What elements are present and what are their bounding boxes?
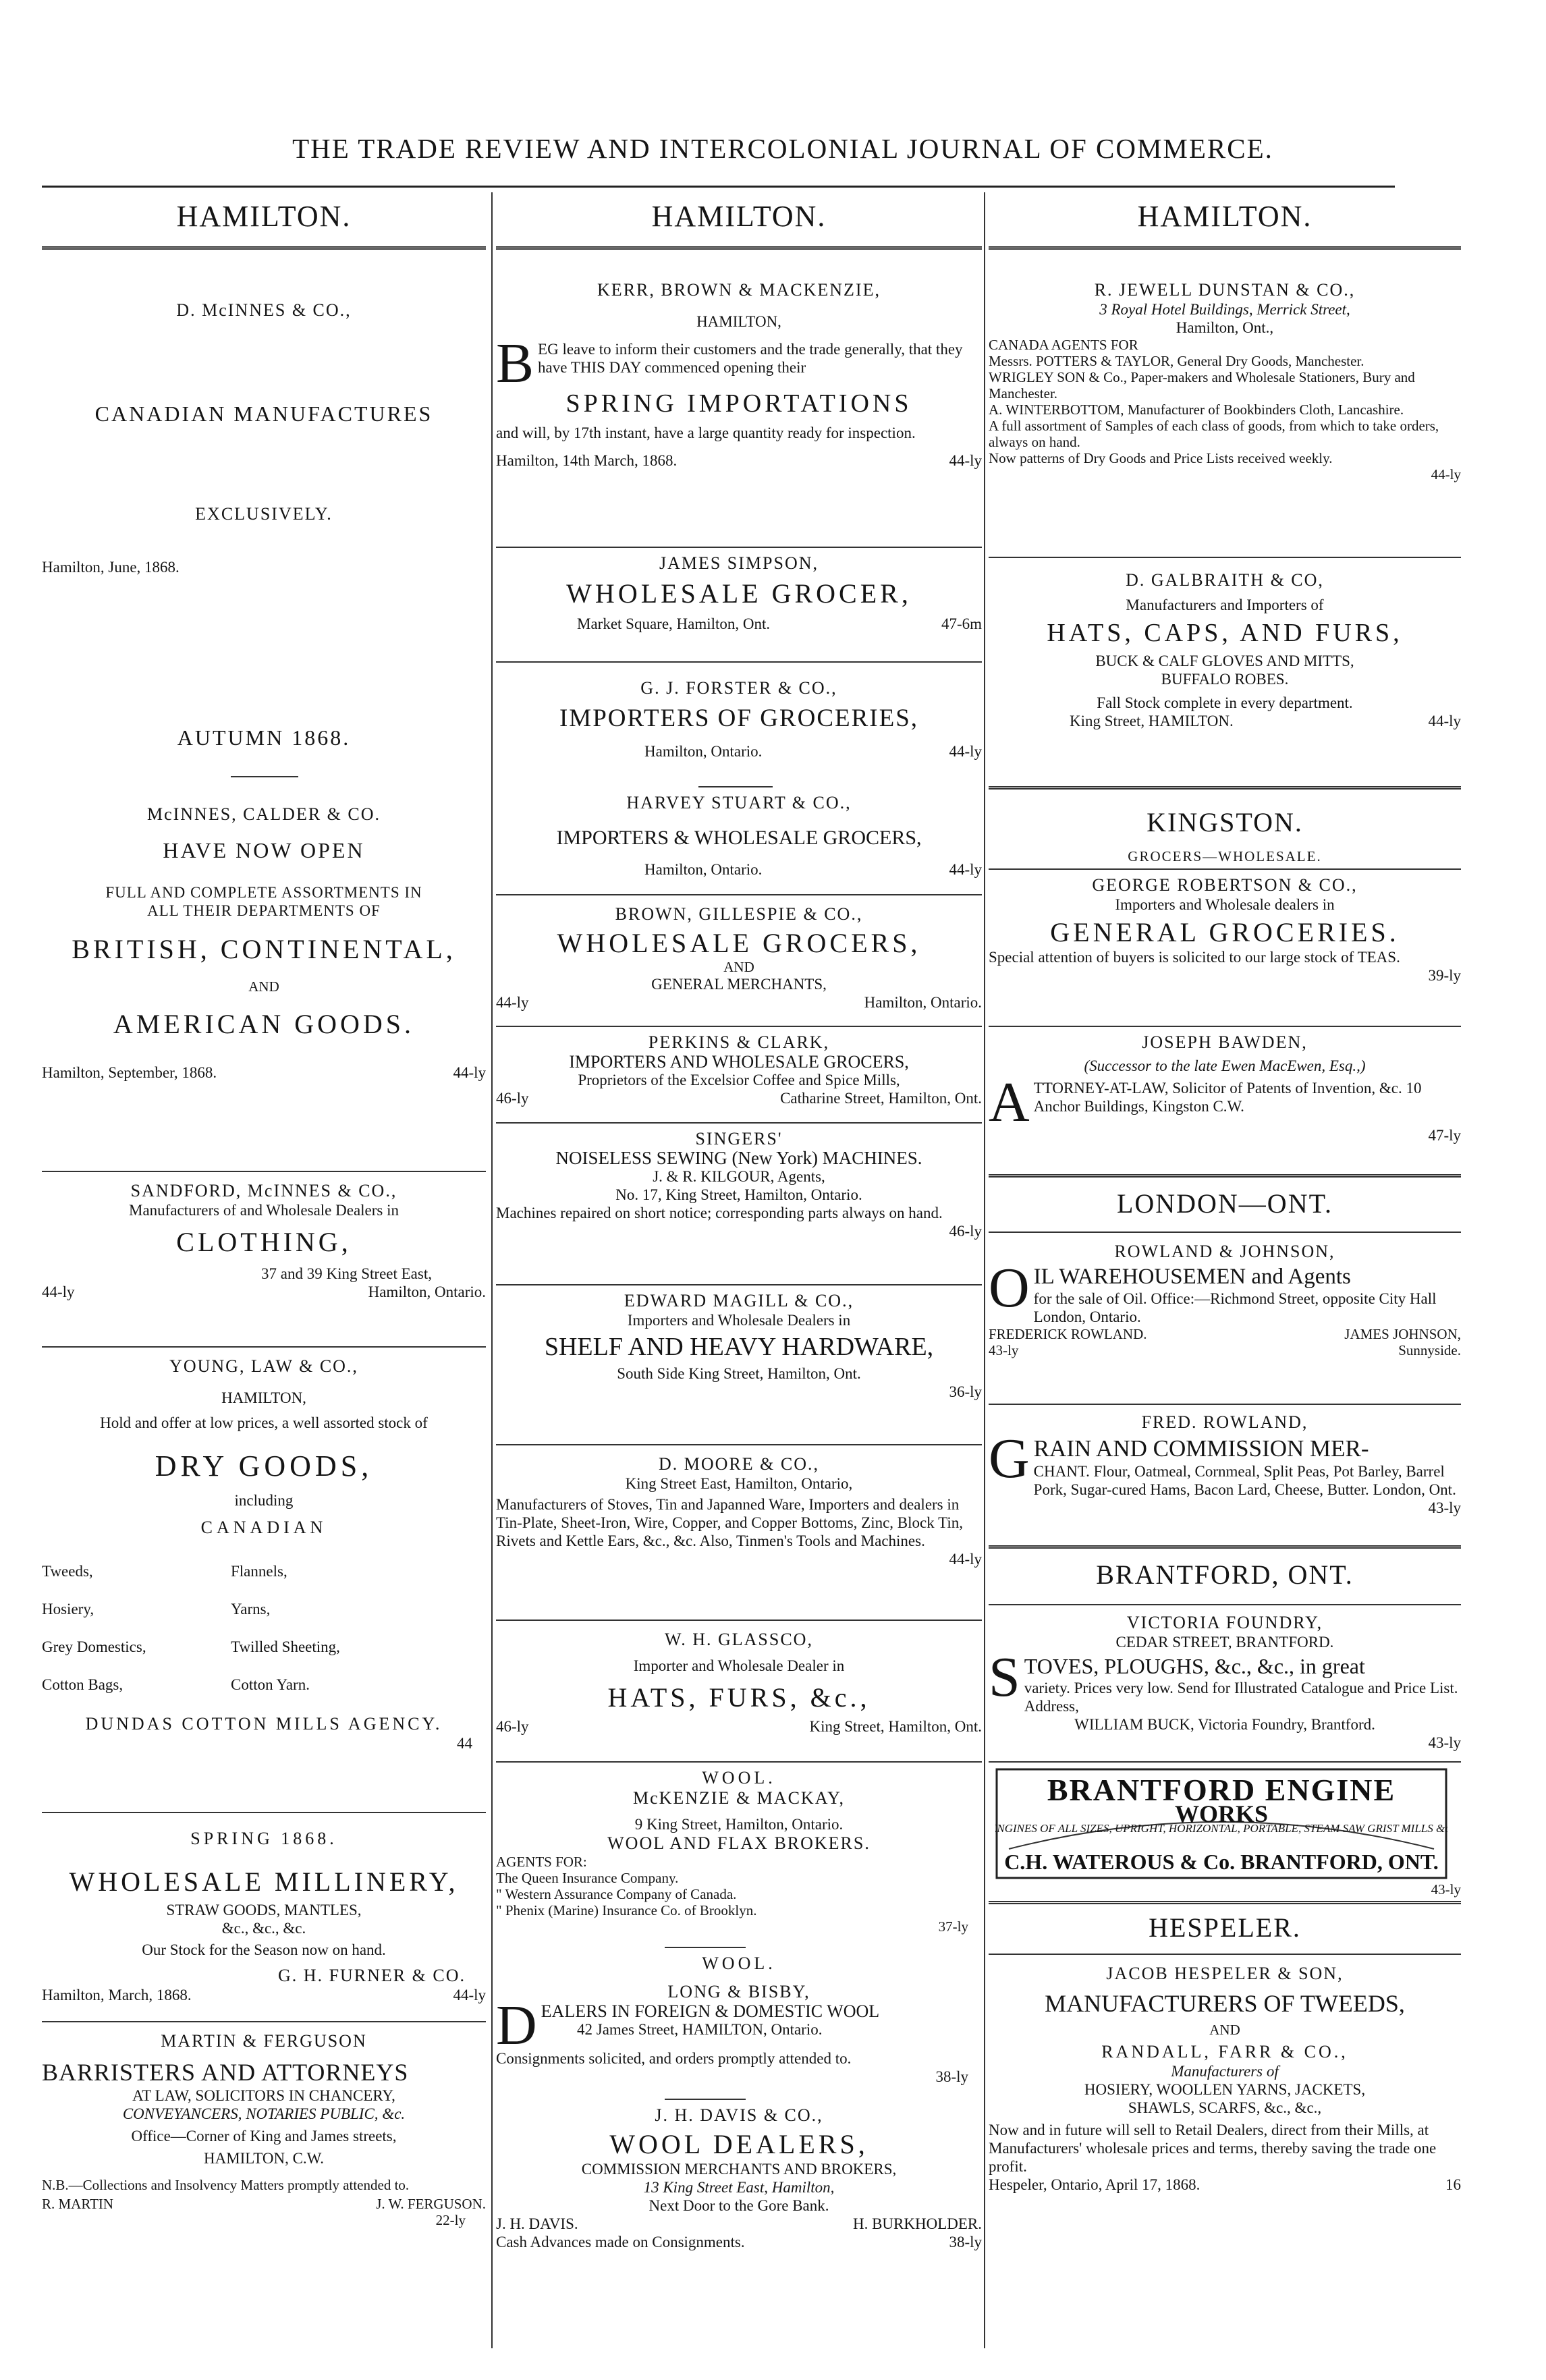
- double-rule: [496, 246, 982, 254]
- ad-bawden: JOSEPH BAWDEN, (Successor to the late Ewen MacEwen, Esq.,) ATTORNEY-AT-LAW, Solicitor of Patents of Invention, &c. 10 Anchor Buildings, Kingston C.W. 47-ly: [989, 1032, 1461, 1144]
- logo-words: ENGINES OF ALL SIZES, UPRIGHT, HORIZONTAL, PORTABLE, STEAM SAW GRIST MILLS &c.: [995, 1822, 1447, 1835]
- firm-name: EDWARD MAGILL & CO.,: [624, 1291, 854, 1310]
- ad-calder: AUTUMN 1868. McINNES, CALDER & CO. HAVE NOW OPEN FULL AND COMPLETE ASSORTMENTS IN ALL THEIR DEPARTMENTS OF BRITISH, CONTINENTAL, AND AMERICAN GOODS. Hamilton, September, 1868. 44-ly: [42, 725, 486, 1081]
- firm-name: G. J. FORSTER & CO.,: [640, 678, 837, 698]
- ad-ref: 38-ly: [935, 2068, 968, 2085]
- firm-name: MARTIN & FERGUSON: [161, 2031, 367, 2051]
- drop-cap: S: [989, 1646, 1020, 1709]
- ad-title: CANADIAN MANUFACTURES: [94, 402, 433, 426]
- ad-title: SPRING IMPORTATIONS: [565, 389, 912, 418]
- ad-simpson: JAMES SIMPSON, WHOLESALE GROCER, Market Square, Hamilton, Ont. 47-6m: [496, 553, 982, 633]
- ad-young: YOUNG, LAW & CO., HAMILTON, Hold and offer at low prices, a well assorted stock of DRY GOODS, including CANADIAN Tweeds, Flannels, Hosiery, Yarns, Grey Domestics, Twilled Sheeting, Cotton Bags, Cotton Yarn. DUNDAS COTTON MILLS AGENCY. 44: [42, 1356, 486, 1752]
- ad-ref: 44: [457, 1735, 472, 1752]
- ad-dunstan: R. JEWELL DUNSTAN & CO., 3 Royal Hotel Buildings, Merrick Street, Hamilton, Ont., CANADA AGENTS FOR Messrs. POTTERS & TAYLOR, General Dry Goods, Manchester. WRIGLEY SON & Co., Paper-makers and Wholesale Stationers, Bury and Manchester. A. WINTERBOTTOM, Manufacturer of Bookbinders Cloth, Lancashire. A full assortment of Samples of each class of goods, from which to take orders, always on hand. Now patterns of Dry Goods and Price Lists received weekly. 44-ly: [989, 280, 1461, 482]
- ad-ref: 43-ly: [989, 1342, 1019, 1358]
- ad-ref: 44-ly: [949, 861, 982, 878]
- ad-title: SHELF AND HEAVY HARDWARE,: [544, 1333, 934, 1361]
- ad-subtitle: EXCLUSIVELY.: [195, 504, 333, 524]
- firm-name: J. H. DAVIS & CO.,: [655, 2105, 823, 2125]
- section-heading: KINGSTON.: [1147, 807, 1303, 837]
- ad-ref: 44-ly: [1431, 466, 1461, 482]
- firm-name: D. MOORE & CO.,: [658, 1454, 819, 1474]
- section-heading: HAMILTON.: [176, 200, 352, 233]
- column-divider: [984, 192, 985, 2348]
- ad-title: WHOLESALE GROCERS,: [557, 928, 921, 958]
- ad-ref: 16: [1445, 2176, 1461, 2193]
- section-heading: HAMILTON.: [651, 200, 827, 233]
- ad-brown-gillespie: BROWN, GILLESPIE & CO., WHOLESALE GROCERS, AND GENERAL MERCHANTS, 44-ly Hamilton, Ontario.: [496, 904, 982, 1011]
- ad-mckenzie: WOOL. McKENZIE & MACKAY, 9 King Street, Hamilton, Ontario. WOOL AND FLAX BROKERS. AGENTS FOR: The Queen Insurance Company. " Western Assurance Company of Canada. " Phenix (Marine) Insurance Co. of Brooklyn. 37-ly: [496, 1768, 982, 1935]
- ad-glassco: W. H. GLASSCO, Importer and Wholesale Dealer in HATS, FURS, &c., 46-ly King Street, Hamilton, Ont.: [496, 1630, 982, 1735]
- firm-name: SINGERS': [695, 1129, 783, 1149]
- ad-ref: 44-ly: [453, 1987, 486, 2003]
- logo-bottom-text: C.H. WATEROUS & Co. BRANTFORD, ONT.: [1004, 1850, 1439, 1874]
- ad-title: DRY GOODS,: [155, 1449, 373, 1483]
- ad-title: IMPORTERS OF GROCERIES,: [559, 704, 919, 732]
- ad-title: MANUFACTURERS OF TWEEDS,: [1045, 1990, 1405, 2017]
- firm-name: BROWN, GILLESPIE & CO.,: [615, 904, 863, 924]
- ad-title: NOISELESS SEWING (New York) MACHINES.: [555, 1148, 922, 1168]
- drop-cap: O: [989, 1256, 1030, 1319]
- ad-title: IL WAREHOUSEMEN and Agents: [1033, 1265, 1351, 1289]
- column-3: HAMILTON. R. JEWELL DUNSTAN & CO., 3 Royal Hotel Buildings, Merrick Street, Hamilton, Ont., CANADA AGENTS FOR Messrs. POTTERS & TAYLOR, General Dry Goods, Manchester. WRIGLEY SON & Co., Paper-makers and Wholesale Stationers, Bury and Manchester. A. WINTERBOTTOM, Manufacturer of Bookbinders Cloth, Lancashire. A full assortment of Samples of each class of goods, from which to take orders, always on hand. Now patterns of Dry Goods and Price Lists received weekly. 44-ly D. GALBRAITH & CO, Manufacturers and Importers of HATS, CAPS, AND FURS, BUCK & CALF GLOVES AND MITTS, BUFFALO ROBES. Fall Stock complete in every department. King Street, HAMILTON. 44-ly KINGSTON. GROCERS—WHOLESALE. GEORGE ROBERTSON & CO., Importers and Wholesale dealers in GENERAL GROCERIES. Special attention of buyers is solicited to our large stock of TEAS. 39-ly JOSEPH BAWDEN, (Successor to the late Ewen MacEwen, Esq.,) ATTORNEY-AT-LAW, Solicitor of Patents of Invention, &c. 10 Anchor Buildings, Kingston C.W. 47-ly LONDON—ONT. ROWLAND & JOHNSON, OIL WAREHOUSEMEN and Agents for the sale of Oil. Office:—Richmond Street, opposite City Hall London, Ontario. FREDERICK ROWLAND. JAMES JOHNSON, 43-ly Sunnyside. FRED. ROWLAND, GRAIN AND COMMISSION MER- CHANT. Flour, Oatmeal, Cornmeal, Split Peas, Pot Barley, Barrel Pork, Sugar-cured Hams, Bacon Lard, Cheese, Butter. London, Ont. 43-ly BRANTFORD, ONT. VICTORIA FOUNDRY, CEDAR STREET, BRANTFORD. STOVES, PLOUGHS, &c., &c., in great variety. Prices very low. Send for Illustrated Catalogue and Price List. Address, WILLIAM BUCK, Victoria Foundry, Brantford. 43-ly BRANTFORD ENGINE ENGINES OF ALL SIZES, UPRIGHT, HORIZONTAL, PORTABLE, STEAM SAW GRIST MILLS &c. WORKS C.H. WATEROUS & Co. BRANTFORD, ONT. 43-ly HESPELER. JACOB HESPELER & SON, MANUFACTURERS OF TWEEDS, AND RANDALL, FARR & CO., Manufacturers of HOSIERY, WOOLLEN YARNS, JACKETS, SHAWLS, SCARFS, &c., &c., Now and in future will sell to Retail Dealers, direct from their Mills, at Manufacturers' wholesale prices and terms, thereby saving the trade one profit. Hespeler, Ontario, April 17, 1868. 16: [989, 200, 1461, 2193]
- ad-title: RAIN AND COMMISSION MER-: [1033, 1435, 1369, 1462]
- ad-robertson: GEORGE ROBERTSON & CO., Importers and Wholesale dealers in GENERAL GROCERIES. Special attention of buyers is solicited to our large stock of TEAS. 39-ly: [989, 875, 1461, 984]
- firm-name: HARVEY STUART & CO.,: [626, 793, 852, 812]
- ad-date: Hespeler, Ontario, April 17, 1868.: [989, 2176, 1200, 2193]
- ad-ref: 44-ly: [949, 452, 982, 469]
- drop-cap: A: [989, 1071, 1030, 1134]
- section-heading: HAMILTON.: [1137, 200, 1313, 233]
- ad-fred-rowland: FRED. ROWLAND, GRAIN AND COMMISSION MER- CHANT. Flour, Oatmeal, Cornmeal, Split Peas, Pot Barley, Barrel Pork, Sugar-cured Hams, Bacon Lard, Cheese, Butter. London, Ont. 43-ly: [989, 1412, 1461, 1516]
- ad-ref: 46-ly: [496, 1718, 529, 1735]
- ad-ref: 47-ly: [1428, 1127, 1461, 1144]
- ad-victoria-foundry: VICTORIA FOUNDRY, CEDAR STREET, BRANTFORD. STOVES, PLOUGHS, &c., &c., in great variety. Prices very low. Send for Illustrated Catalogue and Price List. Address, WILLIAM BUCK, Victoria Foundry, Brantford. 43-ly: [989, 1613, 1461, 1751]
- firm-name: ROWLAND & JOHNSON,: [1114, 1242, 1335, 1261]
- firm-name: McKENZIE & MACKAY,: [632, 1788, 846, 1808]
- ad-ref: 36-ly: [949, 1383, 982, 1400]
- firm-name: JOSEPH BAWDEN,: [1142, 1032, 1308, 1052]
- firm-name: W. H. GLASSCO,: [665, 1630, 813, 1649]
- ad-title: HATS, CAPS, AND FURS,: [1047, 619, 1403, 647]
- ad-title: BRITISH, CONTINENTAL,: [72, 934, 456, 964]
- ad-title: BARRISTERS AND ATTORNEYS: [42, 2059, 409, 2086]
- firm-name: VICTORIA FOUNDRY,: [1126, 1613, 1323, 1632]
- ad-ref: 44-ly: [453, 1064, 486, 1081]
- ad-title: HAVE NOW OPEN: [163, 838, 365, 862]
- waterous-logo-art: [995, 1768, 1447, 1879]
- firm-name: JAMES SIMPSON,: [659, 553, 819, 573]
- ad-galbraith: D. GALBRAITH & CO, Manufacturers and Importers of HATS, CAPS, AND FURS, BUCK & CALF GLOVES AND MITTS, BUFFALO ROBES. Fall Stock complete in every department. King Street, HAMILTON. 44-ly: [989, 570, 1461, 730]
- ad-ref: 43-ly: [1428, 1499, 1461, 1516]
- goods-list: Tweeds, Flannels, Hosiery, Yarns, Grey Domestics, Twilled Sheeting, Cotton Bags, Cotton Yarn.: [42, 1563, 340, 1693]
- ad-ref: 44-ly: [949, 1551, 982, 1568]
- section-heading: HESPELER.: [1149, 1912, 1301, 1943]
- ad-season: AUTUMN 1868.: [177, 725, 351, 750]
- firm-name: JACOB HESPELER & SON,: [1106, 1964, 1344, 1983]
- ad-hespeler: JACOB HESPELER & SON, MANUFACTURERS OF TWEEDS, AND RANDALL, FARR & CO., Manufacturers of HOSIERY, WOOLLEN YARNS, JACKETS, SHAWLS, SCARFS, &c., &c., Now and in future will sell to Retail Dealers, direct from their Mills, at Manufacturers' wholesale prices and terms, thereby saving the trade one profit. Hespeler, Ontario, April 17, 1868. 16: [989, 1964, 1461, 2193]
- ad-ref: 46-ly: [949, 1223, 982, 1240]
- firm-name: RANDALL, FARR & CO.,: [1101, 2042, 1348, 2061]
- ad-title: CLOTHING,: [176, 1227, 352, 1257]
- ad-title: GENERAL GROCERIES.: [1050, 917, 1400, 947]
- ad-title: IMPORTERS AND WHOLESALE GROCERS,: [569, 1052, 909, 1072]
- ad-ref: 47-6m: [941, 615, 982, 632]
- firm-name: SANDFORD, McINNES & CO.,: [130, 1181, 397, 1200]
- ad-title: HATS, FURS, &c.,: [607, 1682, 871, 1713]
- ad-ref: 44-ly: [496, 994, 529, 1011]
- ad-furner: SPRING 1868. WHOLESALE MILLINERY, STRAW GOODS, MANTLES, &c., &c., &c. Our Stock for the Season now on hand. G. H. FURNER & CO. Hamilton, March, 1868. 44-ly: [42, 1829, 486, 2003]
- column-2: [496, 192, 982, 2352]
- ad-ref: 44-ly: [42, 1283, 75, 1300]
- firm-name: R. JEWELL DUNSTAN & CO.,: [1094, 280, 1356, 300]
- firm-name: PERKINS & CLARK,: [648, 1032, 830, 1052]
- ad-sandford: SANDFORD, McINNES & CO., Manufacturers of and Wholesale Dealers in CLOTHING, 37 and 39 King Street East, 44-ly Hamilton, Ontario.: [42, 1181, 486, 1300]
- ad-davis: J. H. DAVIS & CO., WOOL DEALERS, COMMISSION MERCHANTS AND BROKERS, 13 King Street East, Hamilton, Next Door to the Gore Bank. J. H. DAVIS. H. BURKHOLDER. Cash Advances made on Consignments. 38-ly: [496, 2105, 982, 2251]
- ad-ref: 44-ly: [949, 743, 982, 760]
- ad-ref: 39-ly: [1428, 967, 1461, 984]
- firm-name: LONG & BISBY,: [667, 1982, 810, 2001]
- section-heading: BRANTFORD, ONT.: [1096, 1559, 1354, 1590]
- ad-title: WOOL AND FLAX BROKERS.: [607, 1833, 871, 1853]
- top-rule: [42, 186, 1395, 188]
- ad-ref: 43-ly: [1431, 1881, 1461, 1898]
- firm-name: McINNES, CALDER & CO.: [146, 804, 381, 824]
- firm-name: D. McINNES & CO.,: [176, 300, 352, 320]
- ad-title: TOVES, PLOUGHS, &c., &c., in great: [1024, 1654, 1365, 1678]
- ad-ref: 37-ly: [938, 1918, 968, 1935]
- ad-perkins: PERKINS & CLARK, IMPORTERS AND WHOLESALE GROCERS, Proprietors of the Excelsior Coffee and Spice Mills, 46-ly Catharine Street, Hamilton, Ont.: [496, 1032, 982, 1107]
- ad-ref: 44-ly: [1428, 713, 1461, 729]
- drop-cap: G: [989, 1427, 1030, 1490]
- ad-title: WHOLESALE GROCER,: [566, 578, 912, 609]
- ad-ref: 46-ly: [496, 1090, 529, 1107]
- ad-forster: G. J. FORSTER & CO., IMPORTERS OF GROCERIES, Hamilton, Ontario. 44-ly: [496, 678, 982, 760]
- ad-title: AMERICAN GOODS.: [113, 1009, 415, 1039]
- ad-moore: D. MOORE & CO., King Street East, Hamilton, Ontario, Manufacturers of Stoves, Tin and Japanned Ware, Importers and dealers in Tin-Plate, Sheet-Iron, Wire, Copper, and Copper Bottoms, Zinc, Block Tin, Rivets and Kettle Ears, &c., &c. Also, Tinmen's Tools and Machines. 44-ly: [496, 1454, 982, 1568]
- waterous-engine-works-logo: [995, 1768, 1447, 1879]
- logo-top-text: BRANTFORD ENGINE: [1047, 1773, 1396, 1807]
- ad-ref: 43-ly: [1428, 1734, 1461, 1751]
- firm-name: D. GALBRAITH & CO,: [1126, 570, 1324, 590]
- double-rule: [989, 246, 1461, 254]
- ad-mcinnes: [42, 300, 486, 576]
- ad-martin: MARTIN & FERGUSON BARRISTERS AND ATTORNEYS AT LAW, SOLICITORS IN CHANCERY, CONVEYANCERS, NOTARIES PUBLIC, &c. Office—Corner of King and James streets, HAMILTON, C.W. N.B.—Collections and Insolvency Matters promptly attended to. R. MARTIN J. W. FERGUSON. 22-ly: [42, 2031, 486, 2228]
- ad-title: WOOL DEALERS,: [609, 2129, 868, 2159]
- firm-name: GEORGE ROBERTSON & CO.,: [1092, 875, 1358, 895]
- column-divider: [491, 192, 493, 2348]
- ad-rowland-johnson: ROWLAND & JOHNSON, OIL WAREHOUSEMEN and Agents for the sale of Oil. Office:—Richmond Street, opposite City Hall London, Ontario. FREDERICK ROWLAND. JAMES JOHNSON, 43-ly Sunnyside.: [989, 1242, 1461, 1358]
- double-rule: [42, 246, 486, 254]
- ad-title: IMPORTERS & WHOLESALE GROCERS,: [556, 827, 922, 849]
- ad-date: Hamilton, September, 1868.: [42, 1064, 217, 1081]
- ad-kerr: KERR, BROWN & MACKENZIE, HAMILTON, BEG leave to inform their customers and the trade generally, that they have THIS DAY commenced opening their SPRING IMPORTATIONS and will, by 17th instant, have a large quantity ready for inspection. Hamilton, 14th March, 1868. 44-ly: [496, 280, 982, 469]
- ad-title: WHOLESALE MILLINERY,: [69, 1866, 459, 1897]
- ad-long-bisby: WOOL. LONG & BISBY, DEALERS IN FOREIGN & DOMESTIC WOOL 42 James Street, HAMILTON, Ontario. Consignments solicited, and orders promptly attended to. 38-ly: [496, 1954, 982, 2086]
- ad-singer: SINGERS' NOISELESS SEWING (New York) MACHINES. J. & R. KILGOUR, Agents, No. 17, King Street, Hamilton, Ontario. Machines repaired on short notice; corresponding parts always on hand. 46-ly: [496, 1129, 982, 1240]
- ad-ref: 22-ly: [435, 2212, 466, 2228]
- ad-date: Hamilton, March, 1868.: [42, 1987, 192, 2003]
- ad-stuart: HARVEY STUART & CO., IMPORTERS & WHOLESALE GROCERS, Hamilton, Ontario. 44-ly: [496, 793, 982, 879]
- ad-magill: EDWARD MAGILL & CO., Importers and Wholesale Dealers in SHELF AND HEAVY HARDWARE, South Side King Street, Hamilton, Ont. 36-ly: [496, 1291, 982, 1401]
- firm-name: YOUNG, LAW & CO.,: [169, 1356, 358, 1376]
- drop-cap: B: [496, 332, 534, 395]
- firm-name: G. H. FURNER & CO.: [278, 1966, 466, 1985]
- firm-name: FRED. ROWLAND,: [1141, 1412, 1308, 1432]
- column-1: [42, 192, 486, 2352]
- firm-name: KERR, BROWN & MACKENZIE,: [597, 280, 881, 300]
- ad-date: Hamilton, June, 1868.: [42, 559, 180, 576]
- section-heading: LONDON—ONT.: [1116, 1188, 1333, 1219]
- logo-works: WORKS: [1174, 1800, 1269, 1827]
- masthead: THE TRADE REVIEW AND INTERCOLONIAL JOURNAL OF COMMERCE.: [292, 133, 1273, 164]
- drop-cap: D: [496, 1994, 537, 2057]
- ad-date: Hamilton, 14th March, 1868.: [496, 452, 678, 469]
- ad-ref: 38-ly: [949, 2234, 982, 2250]
